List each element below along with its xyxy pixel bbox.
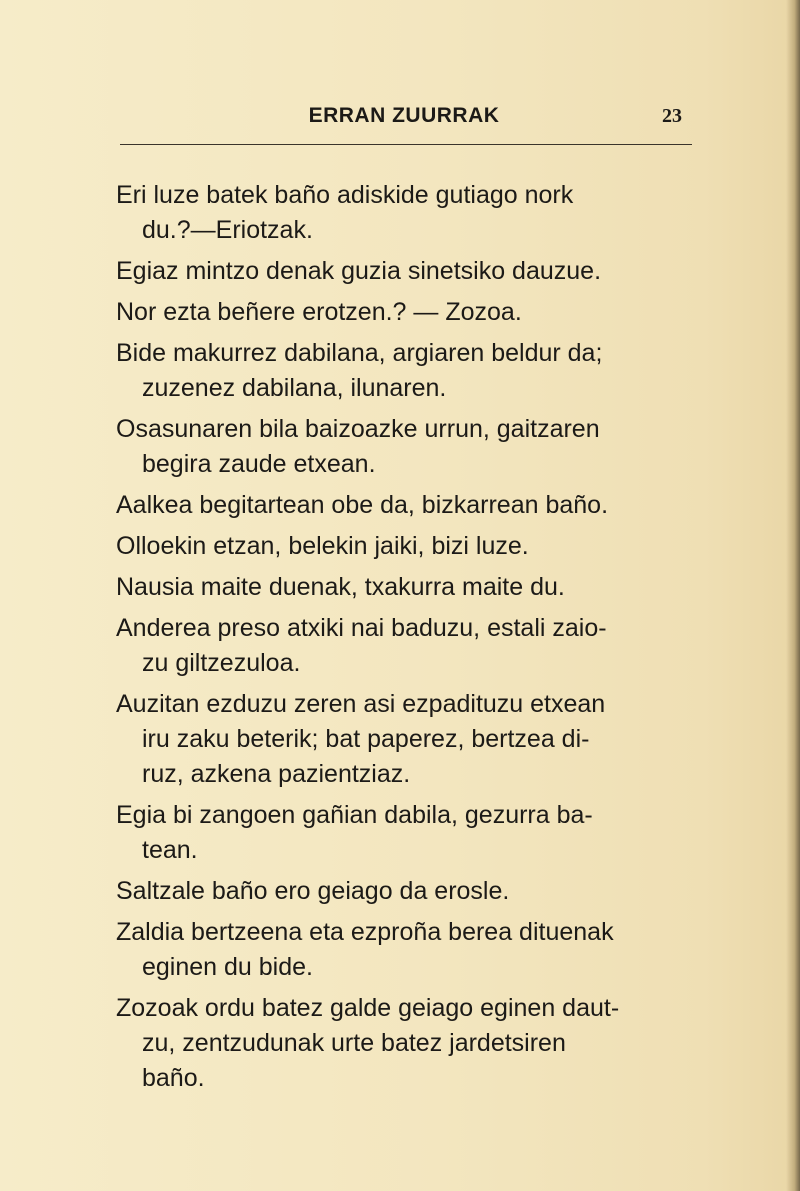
proverb-line: du.?—Eriotzak. xyxy=(142,216,313,244)
proverb-entry xyxy=(116,570,692,605)
proverb-entry xyxy=(116,295,692,330)
proverb-line: ruz, azkena pazientziaz. xyxy=(142,760,411,788)
proverb-line: Aalkea begitartean obe da, bizkarrean baño. xyxy=(116,491,609,519)
proverb-line: zuzenez dabilana, ilunaren. xyxy=(142,374,447,402)
proverb-line: Nausia maite duenak, txakurra maite du. xyxy=(116,573,565,601)
proverb-entry xyxy=(116,254,692,289)
proverb-entry xyxy=(116,991,692,1096)
proverb-line: Egia bi zangoen gañian dabila, gezurra ba- xyxy=(116,801,593,829)
proverb-line: Saltzale baño ero geiago da erosle. xyxy=(116,877,510,905)
proverb-line: Egiaz mintzo denak guzia sinetsiko dauzue. xyxy=(116,257,602,285)
proverb-entry xyxy=(116,412,692,482)
page-header xyxy=(118,104,690,134)
proverb-entry xyxy=(116,488,692,523)
proverb-entry xyxy=(116,798,692,868)
proverb-entry xyxy=(116,687,692,792)
proverb-line: zu, zentzudunak urte batez jardetsiren xyxy=(142,1029,566,1057)
proverb-line: Bide makurrez dabilana, argiaren beldur da; xyxy=(116,339,603,367)
proverb-line: Zaldia bertzeena eta ezproña berea dituenak xyxy=(116,918,614,946)
running-title: ERRAN ZUURRAK xyxy=(308,104,500,127)
proverb-line: Anderea preso atxiki nai baduzu, estali zaio- xyxy=(116,614,607,642)
proverb-line: zu giltzezuloa. xyxy=(142,649,301,677)
proverb-line: Zozoak ordu batez galde geiago eginen daut- xyxy=(116,994,620,1022)
proverb-line: baño. xyxy=(142,1064,205,1092)
proverb-entry xyxy=(116,178,692,248)
page-number: 23 xyxy=(662,105,682,127)
proverb-entry xyxy=(116,915,692,985)
proverb-line: eginen du bide. xyxy=(142,953,313,981)
proverb-line: Olloekin etzan, belekin jaiki, bizi luze. xyxy=(116,532,529,560)
proverb-line: iru zaku beterik; bat paperez, bertzea di- xyxy=(142,725,590,753)
header-rule xyxy=(120,144,692,145)
proverb-line: begira zaude etxean. xyxy=(142,450,376,478)
proverb-entry xyxy=(116,336,692,406)
proverb-entry xyxy=(116,529,692,564)
proverb-line: tean. xyxy=(142,836,198,864)
proverb-list xyxy=(116,178,692,1102)
proverb-line: Nor ezta beñere erotzen.? — Zozoa. xyxy=(116,298,522,326)
proverb-line: Osasunaren bila baizoazke urrun, gaitzaren xyxy=(116,415,600,443)
proverb-line: Auzitan ezduzu zeren asi ezpadituzu etxean xyxy=(116,690,606,718)
proverb-line: Eri luze batek baño adiskide gutiago nork xyxy=(116,181,574,209)
proverb-entry xyxy=(116,611,692,681)
proverb-entry xyxy=(116,874,692,909)
